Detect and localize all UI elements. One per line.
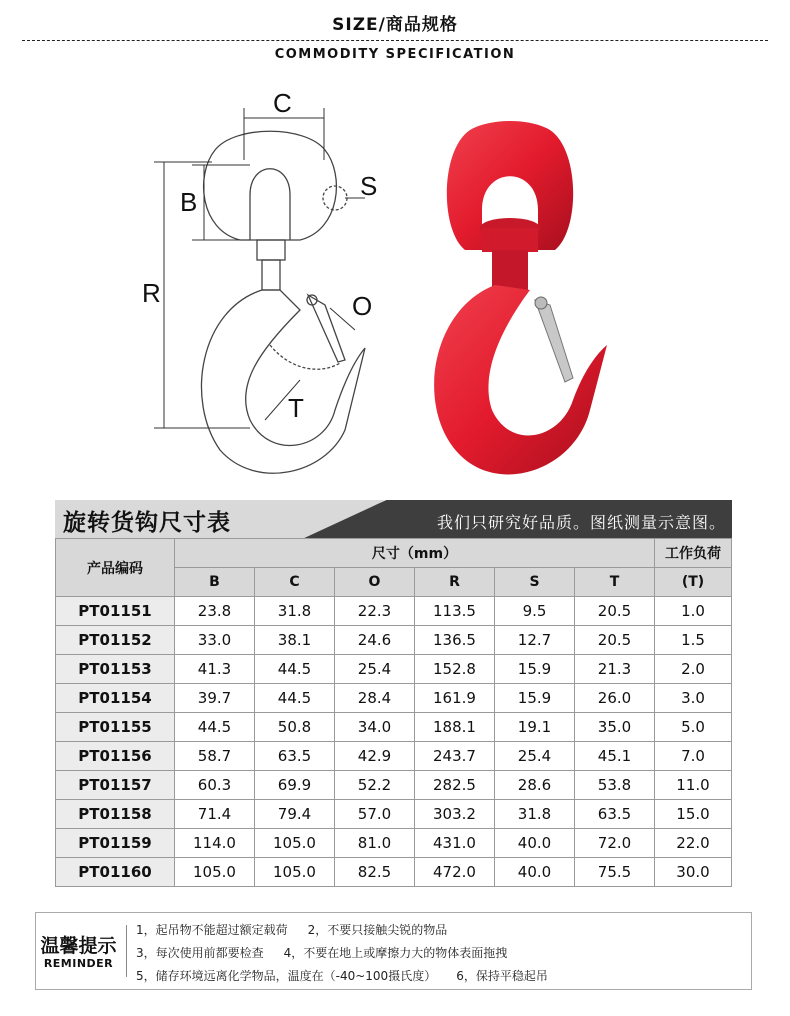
dimension-cell-c: 63.5 [255,742,335,771]
col-header-b: B [175,568,255,597]
table-row [56,626,732,655]
dimension-cell-r: 243.7 [415,742,495,771]
load-cell: 1.5 [655,626,732,655]
product-code-cell: PT01156 [56,742,175,771]
load-cell: 1.0 [655,597,732,626]
reminder-list [136,919,548,988]
dimension-cell-b: 39.7 [175,684,255,713]
label-r: R [142,278,161,308]
product-code-cell: PT01154 [56,684,175,713]
col-header-s: S [495,568,575,597]
dimension-cell-b: 60.3 [175,771,255,800]
dimension-cell-o: 22.3 [335,597,415,626]
dimension-cell-t: 75.5 [575,858,655,887]
dimension-cell-r: 303.2 [415,800,495,829]
spec-table-banner [55,500,732,540]
product-code-cell: PT01159 [56,829,175,858]
dimension-cell-o: 25.4 [335,655,415,684]
dimension-cell-s: 15.9 [495,684,575,713]
table-row [56,771,732,800]
load-cell: 7.0 [655,742,732,771]
dimension-cell-r: 161.9 [415,684,495,713]
load-cell: 2.0 [655,655,732,684]
label-o: O [352,291,373,321]
dimension-cell-r: 136.5 [415,626,495,655]
product-code-header: 产品编码 [56,539,175,597]
dimension-cell-c: 44.5 [255,684,335,713]
dimension-cell-b: 105.0 [175,858,255,887]
reminder-item-3: 3，每次使用前都要检查 [136,946,264,960]
table-row [56,713,732,742]
dimension-cell-o: 28.4 [335,684,415,713]
dimension-cell-o: 57.0 [335,800,415,829]
label-b: B [180,187,198,217]
dimension-cell-t: 26.0 [575,684,655,713]
o-measure-arc [270,345,340,369]
dimension-cell-s: 40.0 [495,829,575,858]
load-cell: 22.0 [655,829,732,858]
dimension-cell-b: 33.0 [175,626,255,655]
table-header-row [56,539,732,568]
product-code-cell: PT01152 [56,626,175,655]
dimension-cell-c: 105.0 [255,829,335,858]
eye-inner-outline [250,169,290,240]
dimension-cell-s: 31.8 [495,800,575,829]
safety-latch [535,300,573,382]
dimension-cell-s: 25.4 [495,742,575,771]
dimension-cell-t: 45.1 [575,742,655,771]
reminder-heading [36,913,121,989]
product-code-cell: PT01158 [56,800,175,829]
table-row [56,655,732,684]
product-code-cell: PT01155 [56,713,175,742]
dimension-cell-o: 34.0 [335,713,415,742]
dimension-cell-t: 72.0 [575,829,655,858]
dimension-cell-c: 69.9 [255,771,335,800]
table-row [56,742,732,771]
col-header-t: T [575,568,655,597]
table-row [56,684,732,713]
table-body [56,597,732,887]
dimension-cell-b: 23.8 [175,597,255,626]
reminder-title-cn: 温馨提示 [40,935,117,957]
header [0,0,790,80]
reminder-item-4: 4，不要在地上或摩擦力大的物体表面拖拽 [283,946,508,960]
red-swivel-hook-image [410,110,620,490]
col-header-o: O [335,568,415,597]
table-row [56,858,732,887]
latch-pivot [535,297,547,309]
dimension-header: 尺寸（mm） [175,539,655,568]
col-header-r: R [415,568,495,597]
size-title: SIZE/商品规格 [332,15,458,35]
dimension-cell-t: 21.3 [575,655,655,684]
label-t: T [288,393,304,423]
dimension-cell-o: 24.6 [335,626,415,655]
dimension-cell-r: 188.1 [415,713,495,742]
spec-table [55,538,732,887]
load-cell: 5.0 [655,713,732,742]
dimension-cell-c: 38.1 [255,626,335,655]
dimension-cell-c: 31.8 [255,597,335,626]
load-cell: 15.0 [655,800,732,829]
banner-slogan: 我们只研究好品质。图纸测量示意图。 [436,513,726,532]
dimension-cell-r: 113.5 [415,597,495,626]
dimension-cell-r: 472.0 [415,858,495,887]
reminder-line [136,965,548,988]
load-unit-header: (T) [655,568,732,597]
dimension-cell-s: 9.5 [495,597,575,626]
product-code-cell: PT01151 [56,597,175,626]
reminder-item-2: 2，不要只接触尖锐的物品 [307,923,448,937]
dashed-divider [22,40,768,41]
dimension-cell-s: 12.7 [495,626,575,655]
hook-body [434,285,607,474]
swivel-shank [262,260,280,290]
dimension-cell-c: 79.4 [255,800,335,829]
swivel-shank-red [492,250,528,290]
dimension-cell-o: 81.0 [335,829,415,858]
dimension-cell-b: 44.5 [175,713,255,742]
eye-outer-outline [204,131,337,240]
dimension-cell-t: 63.5 [575,800,655,829]
load-cell: 30.0 [655,858,732,887]
dimension-cell-t: 20.5 [575,597,655,626]
load-cell: 11.0 [655,771,732,800]
dimension-cell-r: 152.8 [415,655,495,684]
dimension-cell-t: 53.8 [575,771,655,800]
dimension-cell-s: 40.0 [495,858,575,887]
dimension-cell-b: 58.7 [175,742,255,771]
reminder-line [136,942,548,965]
reminder-item-1: 1，起吊物不能超过额定载荷 [136,923,288,937]
hook-dimension-diagram [140,80,400,490]
table-row [56,829,732,858]
table-row [56,800,732,829]
dimension-cell-t: 35.0 [575,713,655,742]
table-row [56,597,732,626]
label-c: C [273,88,292,118]
dimension-cell-b: 71.4 [175,800,255,829]
col-header-c: C [255,568,335,597]
dimension-cell-o: 42.9 [335,742,415,771]
dimension-cell-s: 28.6 [495,771,575,800]
commodity-specification-title: COMMODITY SPECIFICATION [274,47,516,62]
dimension-cell-s: 19.1 [495,713,575,742]
reminder-box [35,912,752,990]
dimension-cell-r: 282.5 [415,771,495,800]
dimension-cell-o: 82.5 [335,858,415,887]
dimension-cell-c: 105.0 [255,858,335,887]
dimension-cell-s: 15.9 [495,655,575,684]
reminder-item-6: 6，保持平稳起吊 [456,969,548,983]
dimension-cell-o: 52.2 [335,771,415,800]
swivel-collar-red [482,228,538,252]
banner-title: 旋转货钩尺寸表 [63,510,231,536]
reminder-line [136,919,548,942]
dimension-cell-c: 50.8 [255,713,335,742]
product-code-cell: PT01157 [56,771,175,800]
reminder-divider [126,925,127,977]
load-header: 工作负荷 [655,539,732,568]
product-code-cell: PT01160 [56,858,175,887]
dimension-cell-b: 114.0 [175,829,255,858]
dimension-cell-t: 20.5 [575,626,655,655]
product-code-cell: PT01153 [56,655,175,684]
dimension-cell-c: 44.5 [255,655,335,684]
label-s: S [360,171,378,201]
dimension-cell-b: 41.3 [175,655,255,684]
swivel-collar [257,240,285,260]
reminder-title-en: REMINDER [43,957,114,970]
load-cell: 3.0 [655,684,732,713]
dimension-cell-r: 431.0 [415,829,495,858]
reminder-item-5: 5，储存环境远离化学物品，温度在（-40~100摄氏度） [136,969,437,983]
